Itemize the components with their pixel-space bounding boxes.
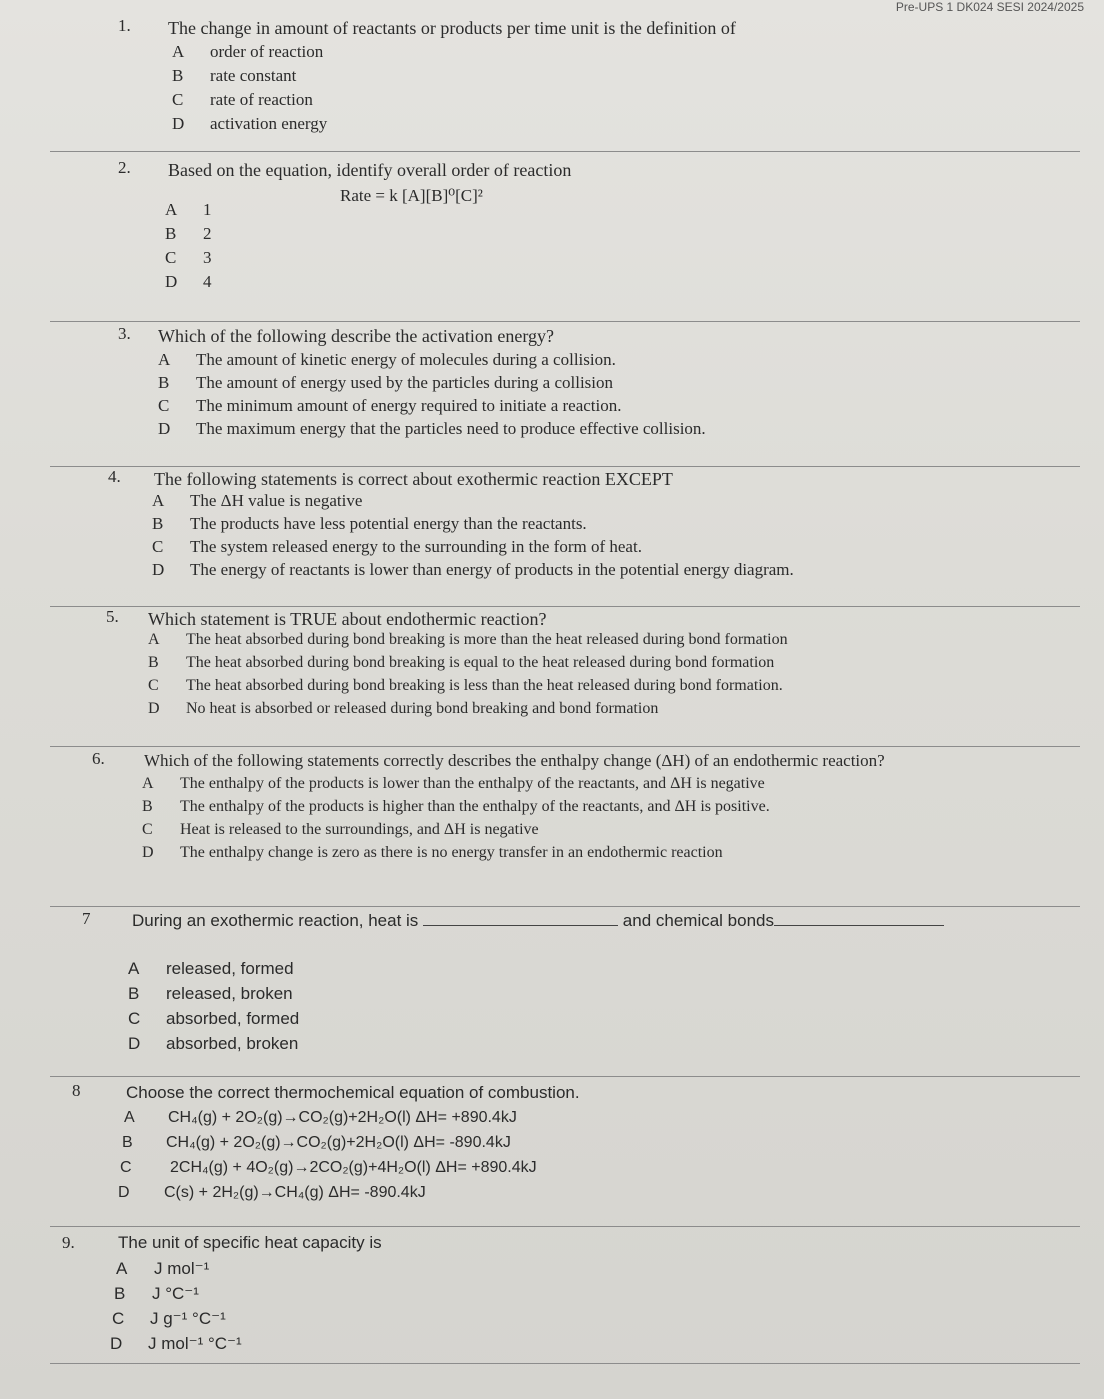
option-d[interactable]: D The maximum energy that the particles need to produce effective collision. (158, 419, 706, 438)
question-number: 5. (106, 607, 119, 626)
question-6 (50, 747, 1080, 907)
option-b[interactable]: B 2 (165, 224, 212, 243)
rate-equation: Rate = k [A][B]⁰[C]² (340, 186, 483, 205)
option-b[interactable]: B The products have less potential energy than the reactants. (152, 514, 587, 533)
option-b[interactable]: B The amount of energy used by the particles during a collision (158, 373, 614, 392)
question-text: Which statement is TRUE about endothermic reaction? (148, 609, 547, 629)
option-d[interactable]: D 4 (165, 272, 212, 291)
question-text: Choose the correct thermochemical equation of combustion. (126, 1083, 580, 1102)
question-text: Based on the equation, identify overall order of reaction (168, 160, 572, 180)
question-text: The following statements is correct about exothermic reaction EXCEPT (154, 469, 673, 489)
option-c[interactable]: C Heat is released to the surroundings, and ΔH is negative (142, 821, 539, 838)
option-a[interactable]: A released, formed (128, 959, 294, 978)
option-c[interactable]: C The system released energy to the surrounding in the form of heat. (152, 537, 642, 556)
option-b[interactable]: B rate constant (172, 66, 297, 85)
question-3 (50, 322, 1080, 467)
answer-blank-2[interactable] (774, 925, 944, 926)
option-b[interactable]: B J °C⁻¹ (114, 1284, 199, 1303)
option-b[interactable]: B released, broken (128, 984, 293, 1003)
option-d[interactable]: D The enthalpy change is zero as there is no energy transfer in an endothermic reaction (142, 844, 723, 861)
question-number: 9. (62, 1233, 75, 1252)
option-c[interactable]: C J g⁻¹ °C⁻¹ (112, 1309, 226, 1328)
question-text: Which of the following describe the activation energy? (158, 326, 555, 346)
option-a[interactable]: A J mol⁻¹ (116, 1259, 210, 1278)
question-number: 4. (108, 467, 121, 486)
option-a[interactable]: A 1 (165, 200, 212, 219)
question-1 (50, 12, 1080, 152)
question-number: 1. (118, 16, 131, 35)
question-number: 8 (72, 1081, 81, 1100)
option-a[interactable]: A The ΔH value is negative (152, 491, 363, 510)
option-d[interactable]: D J mol⁻¹ °C⁻¹ (110, 1334, 242, 1353)
question-7 (50, 907, 1080, 1077)
option-d[interactable]: D C(s) + 2H₂(g)→CH₄(g) ΔH= -890.4kJ (118, 1184, 426, 1201)
question-text: Which of the following statements correctly describes the enthalpy change (ΔH) of an endothermic reaction? (144, 751, 885, 770)
question-5 (50, 607, 1080, 747)
option-c[interactable]: C 3 (165, 248, 212, 267)
option-c[interactable]: C The heat absorbed during bond breaking is less than the heat released during bond formation. (148, 677, 783, 694)
question-text: During an exothermic reaction, heat is and chemical bonds (132, 911, 944, 931)
option-c[interactable]: C 2CH₄(g) + 4O₂(g)→2CO₂(g)+4H₂O(l) ΔH= +890.4kJ (120, 1159, 537, 1176)
page-header: Pre-UPS 1 DK024 SESI 2024/2025 (895, 0, 1084, 14)
option-c[interactable]: C rate of reaction (172, 90, 313, 109)
option-b[interactable]: B CH₄(g) + 2O₂(g)→CO₂(g)+2H₂O(l) ΔH= -890.4kJ (122, 1134, 511, 1151)
option-a[interactable]: A The heat absorbed during bond breaking is more than the heat released during bond formation (148, 631, 788, 648)
question-2 (50, 152, 1080, 322)
option-d[interactable]: D No heat is absorbed or released during bond breaking and bond formation (148, 700, 659, 717)
option-d[interactable]: D absorbed, broken (128, 1034, 299, 1053)
option-b[interactable]: B The enthalpy of the products is higher than the enthalpy of the reactants, and ΔH is positive. (142, 798, 770, 815)
option-d[interactable]: D activation energy (172, 114, 328, 133)
option-a[interactable]: A The amount of kinetic energy of molecules during a collision. (158, 350, 616, 369)
option-a[interactable]: A The enthalpy of the products is lower than the enthalpy of the reactants, and ΔH is negative (142, 775, 765, 792)
answer-blank-1[interactable] (423, 925, 618, 926)
option-d[interactable]: D The energy of reactants is lower than energy of products in the potential energy diagram. (152, 560, 794, 579)
question-9 (50, 1227, 1080, 1364)
question-4 (50, 467, 1080, 607)
option-a[interactable]: A order of reaction (172, 42, 324, 61)
question-text: The unit of specific heat capacity is (118, 1233, 382, 1252)
question-number: 2. (118, 158, 131, 177)
option-b[interactable]: B The heat absorbed during bond breaking is equal to the heat released during bond formation (148, 654, 775, 671)
option-c[interactable]: C absorbed, formed (128, 1009, 300, 1028)
question-8 (50, 1077, 1080, 1227)
option-c[interactable]: C The minimum amount of energy required to initiate a reaction. (158, 396, 622, 415)
question-number: 6. (92, 749, 105, 768)
question-number: 7 (82, 909, 91, 928)
question-text: The change in amount of reactants or products per time unit is the definition of (168, 18, 736, 38)
option-a[interactable]: A CH₄(g) + 2O₂(g)→CO₂(g)+2H₂O(l) ΔH= +890.4kJ (124, 1109, 517, 1126)
question-number: 3. (118, 324, 131, 343)
